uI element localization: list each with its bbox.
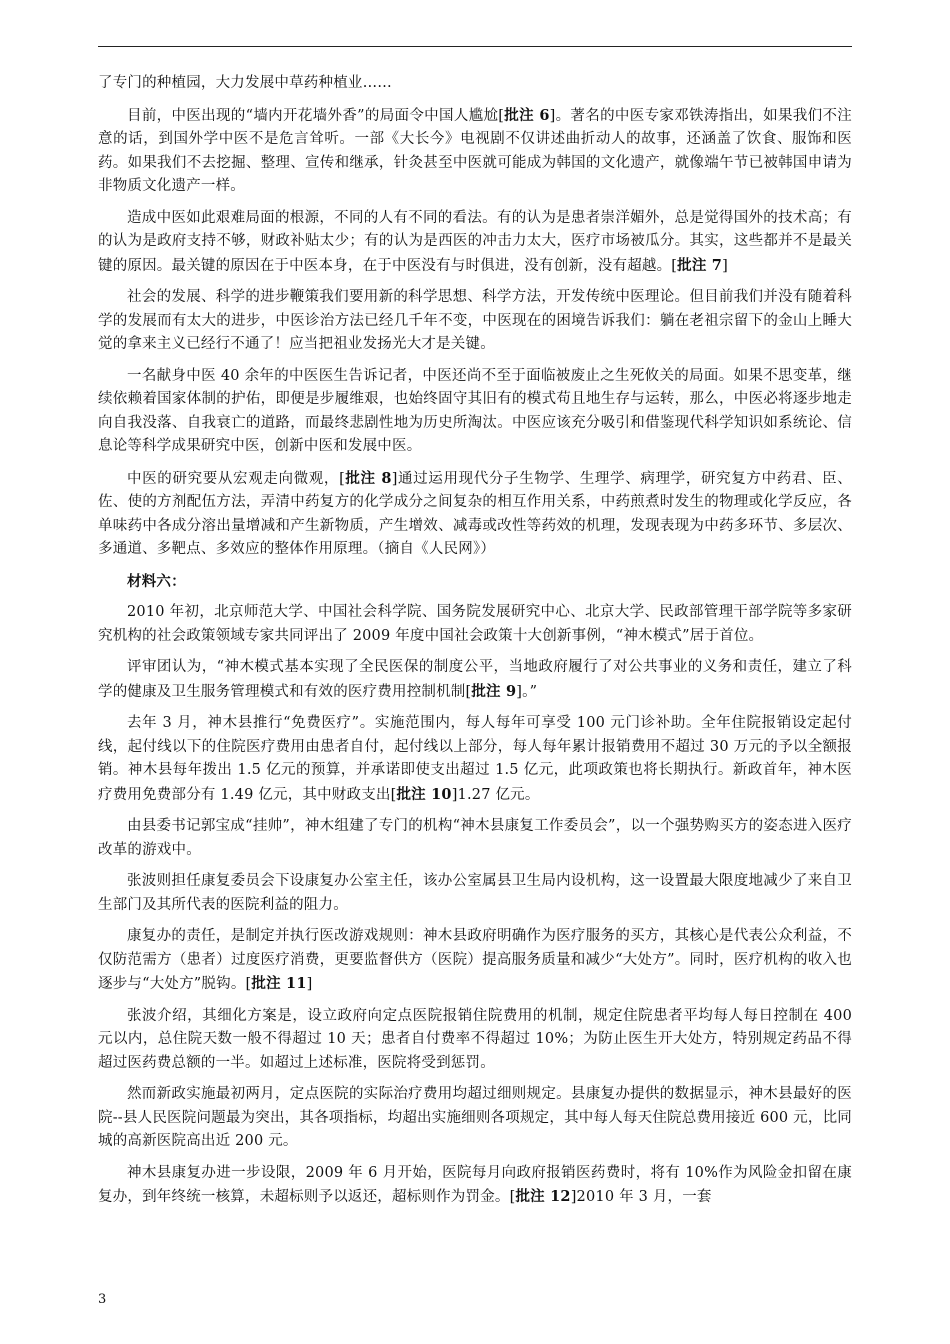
paragraph-text: 造成中医如此艰难局面的根源，不同的人有不同的看法。有的认为是患者崇洋媚外，总是觉得国外的技术高；有的认为是政府支持不够，财政补贴太少；有的认为是西医的冲击力太大，医疗市场被瓜分。其实，这些都并不是最关键的原因。最关键的原因在于中医本身，在于中医没有与时俱进，没有创新，没有超越。[ [98,209,852,274]
document-body [98,72,852,1218]
paragraph-text: 神木县康复办进一步设限，2009 年 6 月开始，医院每月向政府报销医药费时，将有 10%作为风险金扣留在康复办，到年终统一核算，未超标则予以返还，超标则作为罚金。[ [98,1164,852,1205]
paragraph-text: 目前，中医出现的“墙内开花墙外香”的局面令中国人尴尬[ [127,107,505,124]
paragraph-text: 然而新政实施最初两月，定点医院的实际治疗费用均超过细则规定。县康复办提供的数据显示，神木县最好的医院--县人民医院问题最为突出，其各项指标，均超出实施细则各项规定，其中每人每天住院总费用接近 600 元，比同城的高新医院高出近 200 元。 [98,1086,852,1149]
paragraph-text: ]。” [516,683,538,700]
paragraph-text: 去年 3 月，神木县推行“免费医疗”。实施范围内，每人每年可享受 100 元门诊补助。全年住院报销设定起付线，起付线以下的住院医疗费用由患者自付，起付线以上部分，每人每年累计报销费用不超过 30 万元的予以全额报销。神木县每年拨出 1.5 亿元的预算，并承诺即使支出超过 1.5 亿元，此项政策也将长期执行。新政首年，神木医疗费用免费部分有 1.49 亿元，其中财政支出[ [98,715,852,803]
paragraph [98,1083,852,1154]
paragraph-text: 由县委书记郭宝成“挂帅”，神木组建了专门的机构“神木县康复工作委员会”，以一个强势购买方的姿态进入医疗改革的游戏中。 [98,818,852,858]
annotation-marker: 批注 10 [396,785,452,803]
header-rule [98,46,852,47]
paragraph-text: 社会的发展、科学的进步鞭策我们要用新的科学思想、科学方法，开发传统中医理论。但目前我们并没有随着科学的发展而有太大的进步，中医诊治方法已经几千年不变，中医现在的困境告诉我们：躺在老祖宗留下的金山上睡大觉的拿来主义已经行不通了！应当把祖业发扬光大才是关键。 [98,289,852,352]
paragraph [98,712,852,807]
paragraph [98,365,852,459]
paragraph-text: 中医的研究要从宏观走向微观，[ [127,470,345,487]
paragraph-text: 2010 年初，北京师范大学、中国社会科学院、国务院发展研究中心、北京大学、民政部管理干部学院等多家研究机构的社会政策领域专家共同评出了 2009 年度中国社会政策十大创新事例，“神木模式”居于首位。 [98,604,852,644]
section-heading [98,570,852,594]
paragraph [98,1162,852,1210]
paragraph-text: 张波介绍，其细化方案是，设立政府向定点医院报销住院费用的机制，规定住院患者平均每人每日控制在 400 元以内，总住院天数一般不得超过 10 天；患者自付费率不得超过 10%；为防止医生开大处方，特别规定药品不得超过医药费总额的一半。如超过上述标准，医院将受到惩罚。 [98,1007,852,1071]
paragraph [98,286,852,357]
paragraph [98,72,852,96]
paragraph [98,207,852,279]
annotation-marker: 批注 7 [677,256,723,274]
annotation-marker: 批注 8 [344,469,392,487]
paragraph-text: ] [306,976,313,992]
paragraph [98,925,852,997]
paragraph-text: 一名献身中医 40 余年的中医医生告诉记者，中医还尚不至于面临被废止之生死攸关的局面。如果不思变革，继续依赖着国家体制的护佑，即便是步履维艰，也始终固守其旧有的模式苟且地生存与运转，那么，中医必将逐步地走向自我没落、自我衰亡的道路，而最终悲剧性地为历史所淘汰。中医应该充分吸引和借鉴现代科学知识如系统论、信息论等科学成果研究中医，创新中医和发展中医。 [98,367,852,454]
annotation-marker: 批注 12 [515,1188,571,1205]
paragraph [98,601,852,648]
paragraph-text: 材料六： [127,572,186,590]
paragraph [98,870,852,917]
paragraph-text: 了专门的种植园，大力发展中草药种植业…… [98,75,392,91]
paragraph [98,467,852,562]
paragraph [98,104,852,199]
page-number: 3 [98,1292,107,1307]
paragraph [98,1005,852,1076]
paragraph-text: ] [722,257,728,274]
paragraph-text: 康复办的责任，是制定并执行医改游戏规则：神木县政府明确作为医疗服务的买方，其核心是代表公众利益，不仅防范需方（患者）过度医疗消费，更要监督供方（医院）提高服务质量和减少“大处方”。同时，医疗机构的收入也逐步与“大处方”脱钩。[ [98,928,852,992]
annotation-marker: 批注 6 [504,106,550,124]
annotation-marker: 批注 9 [471,682,517,700]
paragraph-text: ]1.27 亿元。 [451,786,540,803]
paragraph-text: ]。著名的中医专家邓铁涛指出，如果我们不注意的话，到国外学中医不是危言耸听。一部《大长今》电视剧不仅讲述曲折动人的故事，还涵盖了饮食、服饰和医药。如果我们不去挖掘、整理、宣传和继承，针灸甚至中医就可能成为韩国的文化遗产，就像端午节已被韩国申请为非物质文化遗产一样。 [98,107,853,194]
paragraph-text: 张波则担任康复委员会下设康复办公室主任，该办公室属县卫生局内设机构，这一设置最大限度地减少了来自卫生部门及其所代表的医院利益的阻力。 [98,873,852,913]
paragraph-text: 评审团认为，“神木模式基本实现了全民医保的制度公平，当地政府履行了对公共事业的义务和责任，建立了科学的健康及卫生服务管理模式和有效的医疗费用控制机制[ [98,659,852,700]
paragraph-text: ]2010 年 3 月，一套 [570,1189,712,1205]
annotation-marker: 批注 11 [251,975,307,992]
paragraph [98,815,852,862]
paragraph [98,656,852,704]
paragraph-text: ]通过运用现代分子生物学、生理学、病理学，研究复方中药君、臣、佐、使的方剂配伍方法，弄清中药复方的化学成分之间复杂的相互作用关系，中药煎煮时发生的物理或化学反应，各单味药中各成分溶出量增减和产生新物质，产生增效、减毒或改性等药效的机理，发现表现为中药多环节、多层次、多通道、多靶点、多效应的整体作用原理。（摘自《人民网》） [98,470,853,557]
